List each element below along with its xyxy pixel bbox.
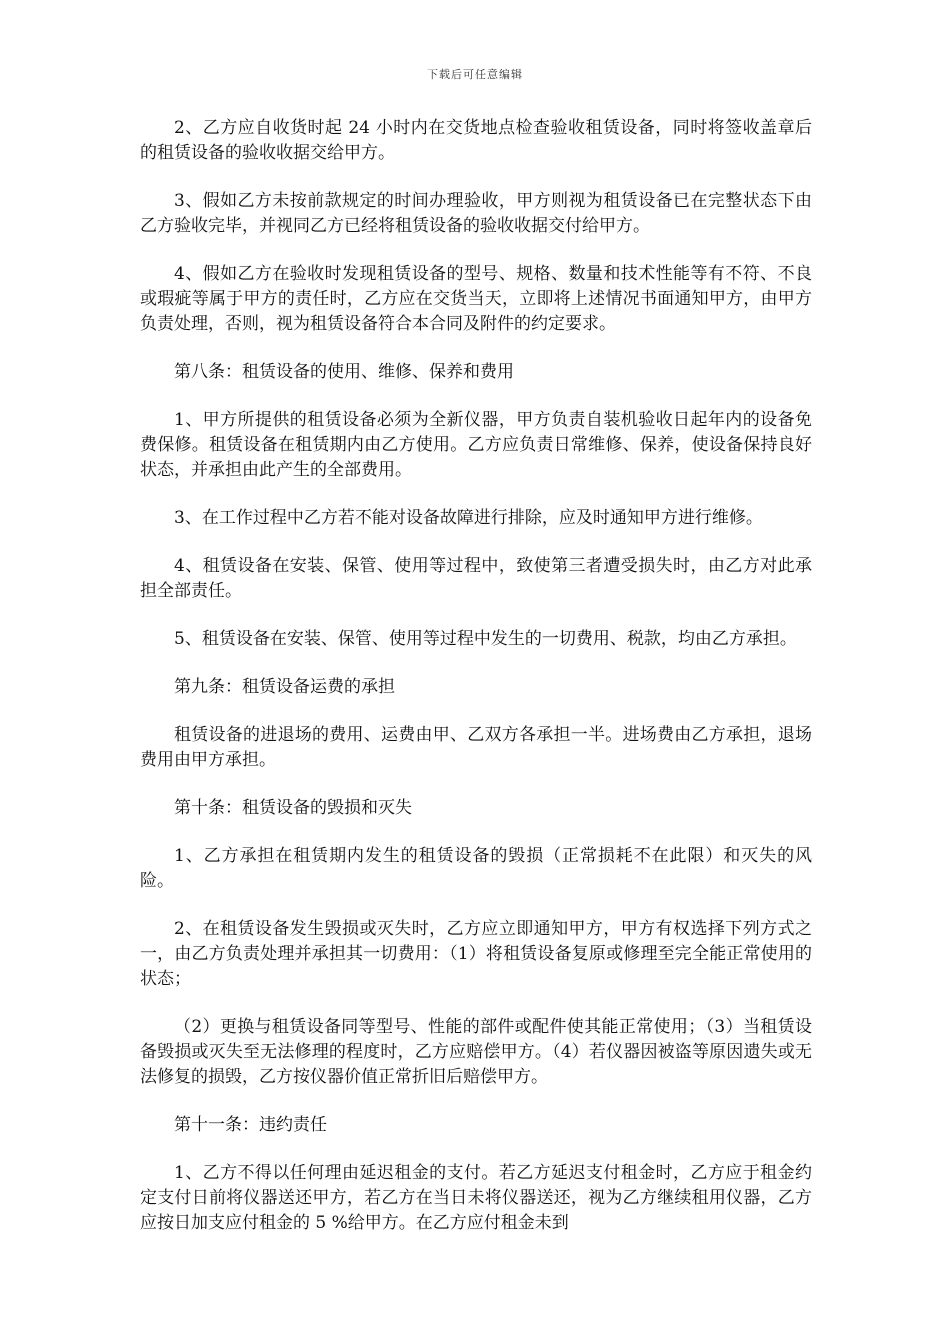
article-10-clause-1: 1、乙方承担在租赁期内发生的租赁设备的毁损（正常损耗不在此限）和灭失的风险。 [140, 846, 812, 891]
article-11-heading: 第十一条：违约责任 [174, 1115, 327, 1135]
article-10-clause-2: 2、在租赁设备发生毁损或灭失时，乙方应立即通知甲方，甲方有权选择下列方式之一，由乙方负责处理并承担其一切费用：（1）将租赁设备复原或修理至完全能正常使用的状态； [140, 919, 812, 989]
article-8-heading: 第八条：租赁设备的使用、维修、保养和费用 [174, 362, 514, 382]
article-8-clause-4: 4、租赁设备在安装、保管、使用等过程中，致使第三者遭受损失时，由乙方对此承担全部责任。 [140, 556, 812, 601]
article-9-heading: 第九条：租赁设备运费的承担 [174, 677, 395, 697]
article-9-body: 租赁设备的进退场的费用、运费由甲、乙双方各承担一半。进场费由乙方承担，退场费用由甲方承担。 [140, 725, 812, 770]
article-10-heading: 第十条：租赁设备的毁损和灭失 [174, 798, 412, 818]
document-body [140, 116, 812, 1259]
clause-4-defect-notice: 4、假如乙方在验收时发现租赁设备的型号、规格、数量和技术性能等有不符、不良或瑕疵等属于甲方的责任时，乙方应在交货当天，立即将上述情况书面通知甲方，由甲方负责处理，否则，视为租赁设备符合本合同及附件的约定要求。 [140, 264, 812, 334]
clause-3-acceptance-default: 3、假如乙方未按前款规定的时间办理验收，甲方则视为租赁设备已在完整状态下由乙方验收完毕，并视同乙方已经将租赁设备的验收收据交付给甲方。 [140, 191, 812, 236]
article-8-clause-3: 3、在工作过程中乙方若不能对设备故障进行排除，应及时通知甲方进行维修。 [174, 508, 763, 528]
page-header: 下载后可任意编辑 [427, 68, 523, 81]
article-10-clause-2-cont: （2）更换与租赁设备同等型号、性能的部件或配件使其能正常使用；（3）当租赁设备毁损或灭失至无法修理的程度时，乙方应赔偿甲方。（4）若仪器因被盗等原因遗失或无法修复的损毁，乙方按仪器价值正常折旧后赔偿甲方。 [140, 1017, 812, 1087]
clause-2-acceptance: 2、乙方应自收货时起 24 小时内在交货地点检查验收租赁设备，同时将签收盖章后的租赁设备的验收收据交给甲方。 [140, 118, 812, 163]
article-8-clause-1: 1、甲方所提供的租赁设备必须为全新仪器，甲方负责自装机验收日起年内的设备免费保修。租赁设备在租赁期内由乙方使用。乙方应负责日常维修、保养，使设备保持良好状态，并承担由此产生的全部费用。 [140, 410, 812, 480]
article-11-clause-1: 1、乙方不得以任何理由延迟租金的支付。若乙方延迟支付租金时，乙方应于租金约定支付日前将仪器送还甲方，若乙方在当日未将仪器送还，视为乙方继续租用仪器，乙方应按日加支应付租金的 5 %给甲方。在乙方应付租金未到 [140, 1163, 812, 1233]
article-8-clause-5: 5、租赁设备在安装、保管、使用等过程中发生的一切费用、税款，均由乙方承担。 [174, 629, 797, 649]
